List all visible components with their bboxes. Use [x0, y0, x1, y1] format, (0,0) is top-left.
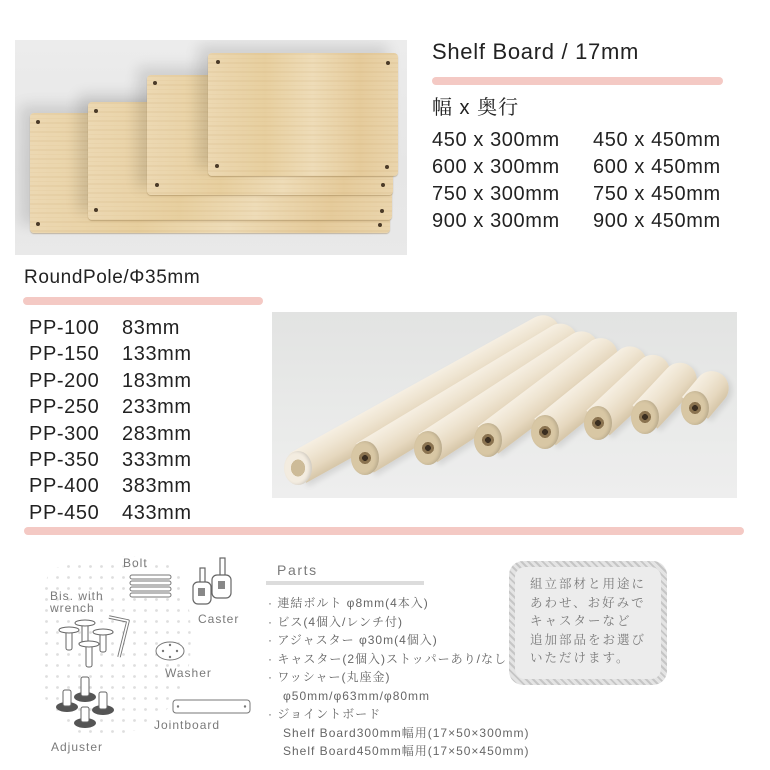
pole-end [531, 415, 559, 449]
round-pole-title: RoundPole/Φ35mm [24, 267, 201, 288]
shelf-boards-photo [15, 40, 407, 255]
list-item [29, 395, 192, 421]
pole-end [284, 451, 312, 485]
list-item [29, 448, 192, 474]
caster-label: Caster [198, 612, 240, 626]
shelf-board-subtitle: 幅 x 奥行 [432, 97, 520, 119]
pole-code: PP-100 [29, 317, 100, 339]
jointboard-icon [173, 700, 250, 713]
washer-icon [156, 642, 184, 660]
size-row [432, 182, 754, 209]
parts-divider [266, 581, 424, 585]
bolt-label: Bolt [123, 556, 148, 570]
pole-code: PP-150 [29, 343, 100, 366]
size-450: 600 x 450mm [593, 156, 721, 178]
bis-label-line2: wrench [50, 601, 95, 615]
list-item: · 連結ボルト φ8mm(4本入) [268, 596, 429, 610]
note-line: キャスターなど [530, 614, 632, 629]
pole-end [474, 423, 502, 457]
shelf-size-table [432, 128, 754, 236]
list-item [29, 316, 192, 342]
pole-length: 333mm [122, 448, 192, 471]
list-item-detail: Shelf Board450mm幅用(17×50×450mm) [283, 744, 530, 758]
shelf-board-divider [432, 77, 723, 85]
size-row [432, 155, 754, 182]
note-line: あわせ、お好みで [530, 595, 646, 610]
pole-length: 383mm [122, 475, 192, 498]
size-300: 600 x 300mm [432, 156, 560, 178]
pole-length: 433mm [122, 501, 192, 524]
pole-end [584, 406, 612, 440]
list-item [29, 342, 192, 368]
jointboard-label: Jointboard [154, 718, 221, 732]
shelf-board-450 [208, 53, 398, 176]
caster-icon [193, 558, 231, 604]
size-row [432, 128, 754, 155]
note-line: 追加部品をお選び [530, 632, 647, 647]
round-poles-photo [272, 312, 737, 498]
list-item [29, 422, 192, 448]
shelf-board-title: Shelf Board / 17mm [432, 39, 640, 64]
pole-end [414, 431, 442, 465]
size-row [432, 209, 754, 236]
size-300: 450 x 300mm [432, 129, 560, 151]
pole-length: 233mm [122, 396, 192, 419]
section-divider [24, 527, 744, 535]
list-item: · ジョイントボード [268, 707, 382, 721]
pole-length: 83mm [122, 317, 180, 339]
list-item [29, 369, 192, 395]
pole-end [681, 391, 709, 425]
list-item-detail: φ50mm/φ63mm/φ80mm [283, 688, 431, 703]
list-item: · ワッシャー(丸座金) [268, 670, 391, 684]
pole-code: PP-400 [29, 475, 100, 498]
parts-title: Parts [277, 562, 318, 578]
pole-code: PP-250 [29, 396, 100, 419]
list-item [29, 501, 192, 527]
pole-end [351, 441, 379, 475]
size-450: 900 x 450mm [593, 210, 721, 232]
pole-length: 133mm [122, 343, 192, 366]
round-pole-list [29, 316, 192, 527]
size-450: 750 x 450mm [593, 183, 721, 205]
list-item: · アジャスター φ30m(4個入) [268, 633, 438, 647]
note-box [509, 561, 667, 685]
pole-end [631, 400, 659, 434]
size-300: 900 x 300mm [432, 210, 560, 232]
note-line: いただけます。 [530, 651, 631, 666]
pole-code: PP-350 [29, 448, 100, 471]
note-text [530, 575, 646, 668]
parts-list [268, 594, 529, 761]
list-item: · キャスター(2個入)ストッパーあり/なし [268, 651, 507, 666]
pole-length: 283mm [122, 422, 192, 445]
washer-label: Washer [165, 666, 212, 680]
parts-illustration [30, 550, 270, 760]
list-item [29, 474, 192, 500]
pole-length: 183mm [122, 369, 192, 392]
round-pole-divider [23, 297, 263, 305]
adjuster-label: Adjuster [51, 740, 104, 754]
size-300: 750 x 300mm [432, 183, 560, 205]
size-450: 450 x 450mm [593, 129, 721, 151]
list-item: · ビス(4個入/レンチ付) [268, 614, 404, 629]
bis-label-line1: Bis. with [50, 589, 104, 603]
pole-code: PP-450 [29, 501, 100, 524]
note-line: 組立部材と用途に [530, 577, 647, 591]
list-item-detail: Shelf Board300mm幅用(17×50×300mm) [283, 725, 530, 740]
pole-code: PP-200 [29, 369, 100, 392]
pole-code: PP-300 [29, 422, 100, 445]
